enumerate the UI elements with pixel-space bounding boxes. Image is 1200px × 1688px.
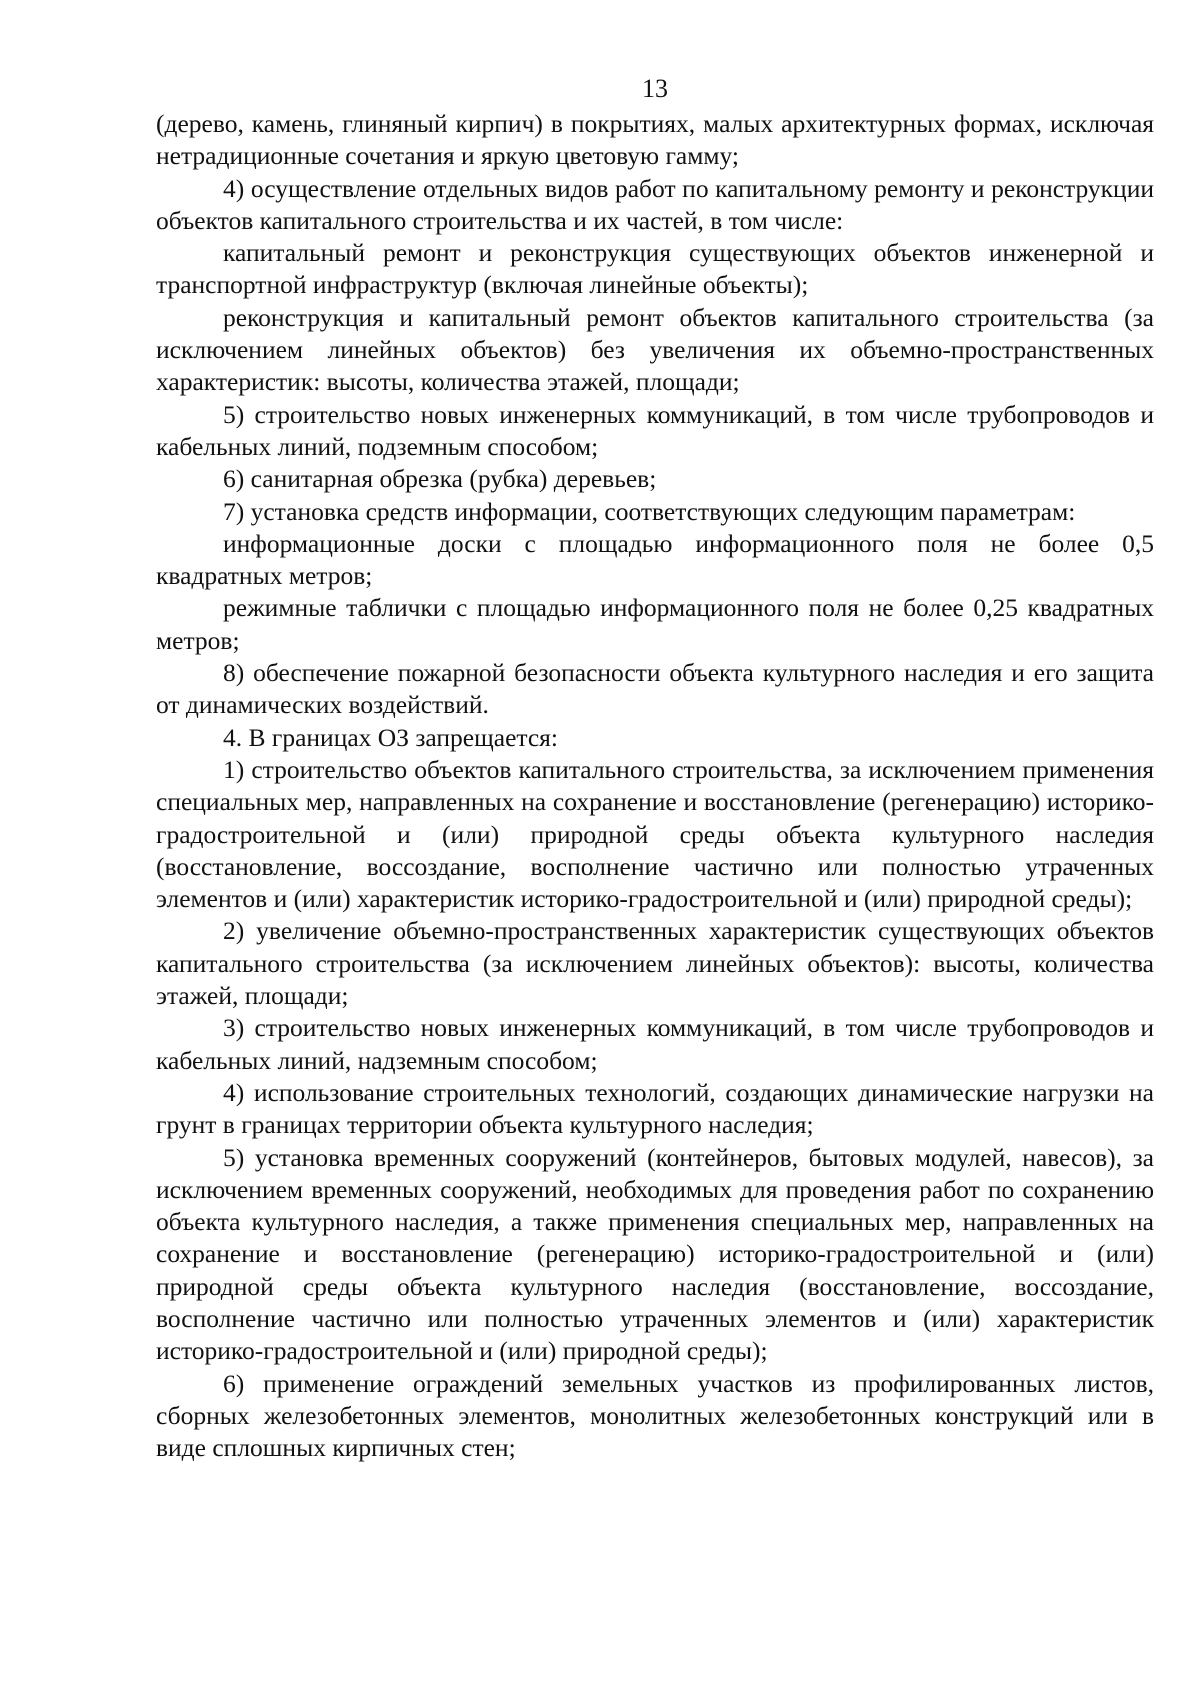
paragraph-subitem-info-boards: информационные доски с площадью информационного поля не более 0,5 квадратных метров;	[156, 528, 1154, 591]
paragraph-prohibited-3: 3) строительство новых инженерных коммуникаций, в том числе трубопроводов и кабельных линий, надземным способом;	[156, 1013, 1154, 1075]
paragraph-subitem-reconstruction: реконструкция и капитальный ремонт объектов капитального строительства (за исключением линейных объектов) без увеличения их объемно-пространственных характеристик: высоты, количества этажей, площади;	[156, 302, 1154, 397]
paragraph-item-6: 6) санитарная обрезка (рубка) деревьев;	[223, 464, 657, 494]
page-number: 13	[642, 74, 668, 103]
document-page	[156, 72, 1154, 1464]
paragraph-prohibited-2: 2) увеличение объемно-пространственных характеристик существующих объектов капитального строительства (за исключением линейных объектов): высоты, количества этажей, площади;	[156, 916, 1154, 1011]
paragraph-item-4: 4) осуществление отдельных видов работ по капитальному ремонту и реконструкции объектов капитального строительства и их частей, в том числе:	[156, 173, 1154, 235]
paragraph-prohibited-4: 4) использование строительных технологий, создающих динамические нагрузки на грунт в границах территории объекта культурного наследия;	[156, 1077, 1154, 1140]
section-heading-prohibited: 4. В границах ОЗ запрещается:	[223, 722, 558, 752]
paragraph-continuation: (дерево, камень, глиняный кирпич) в покрытиях, малых архитектурных формах, исключая нетрадиционные сочетания и яркую цветовую гамму;	[156, 109, 1154, 171]
paragraph-prohibited-6: 6) применение ограждений земельных участков из профилированных листов, сборных железобетонных элементов, монолитных железобетонных конструкций или в виде сплошных кирпичных стен;	[156, 1368, 1154, 1463]
paragraph-item-5: 5) строительство новых инженерных коммуникаций, в том числе трубопроводов и кабельных линий, подземным способом;	[156, 399, 1154, 461]
paragraph-prohibited-5: 5) установка временных сооружений (контейнеров, бытовых модулей, навесов), за исключением временных сооружений, необходимых для проведения работ по сохранению объекта культурного наследия, а также применения специальных мер, направленных на сохранение и восстановление (регенерацию) историко-градостроительной и (или) природной среды объекта культурного наследия (восстановление, воссоздание, восполнение частично или полностью утраченных элементов и (или) характеристик историко-градостроительной и (или) природной среды);	[156, 1142, 1154, 1366]
paragraph-item-8: 8) обеспечение пожарной безопасности объекта культурного наследия и его защита от динамических воздействий.	[156, 658, 1154, 720]
paragraph-prohibited-1: 1) строительство объектов капитального строительства, за исключением применения специальных мер, направленных на сохранение и восстановление (регенерацию) историко-градостроительной и (или) природной среды объекта культурного наследия (восстановление, воссоздание, восполнение частично или полностью утраченных элементов и (или) характеристик историко-градостроительной и (или) природной среды);	[156, 754, 1154, 914]
paragraph-subitem-plates: режимные таблички с площадью информационного поля не более 0,25 квадратных метров;	[156, 593, 1154, 655]
paragraph-subitem-infrastructure: капитальный ремонт и реконструкция существующих объектов инженерной и транспортной инфраструктур (включая линейные объекты);	[156, 238, 1154, 300]
paragraph-item-7: 7) установка средств информации, соответствующих следующим параметрам:	[223, 496, 1076, 526]
